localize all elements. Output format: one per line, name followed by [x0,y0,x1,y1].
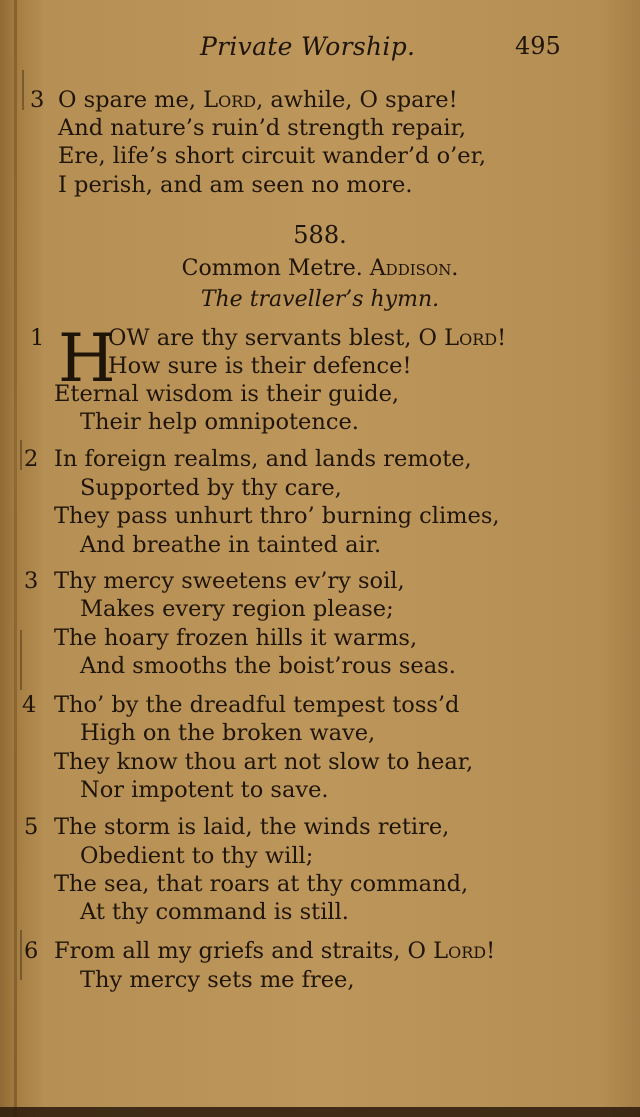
stanza-number: 3 [30,87,45,113]
gutter-mark [20,440,22,470]
drop-cap: H [58,320,116,397]
verse-line: Supported by thy care, [80,475,342,501]
hymn-number: 588. [293,221,347,249]
page-number: 495 [515,32,561,60]
stanza-number: 3 [24,568,39,594]
verse-line: And breathe in tainted air. [80,532,382,558]
verse-line: Nor impotent to save. [80,777,329,803]
running-header-title: Private Worship. [200,32,416,61]
stanza-number: 4 [22,692,37,718]
verse-line: At thy command is still. [80,899,349,925]
verse-line: OW are thy servants blest, O Lord! [108,325,507,351]
verse-line: Makes every region please; [80,596,394,622]
gutter-mark [20,630,22,690]
gutter-mark [22,70,24,110]
verse-line: Thy mercy sets me free, [80,967,355,993]
page-bottom-edge [0,1107,640,1117]
verse-line: And nature’s ruin’d strength repair, [58,115,467,141]
stanza-number: 6 [24,938,39,964]
verse-line: Tho’ by the dreadful tempest toss’d [54,692,460,718]
verse-line: High on the broken wave, [80,720,376,746]
stanza-number: 2 [24,446,39,472]
stanza-number: 5 [24,814,39,840]
verse-line: Eternal wisdom is their guide, [54,381,400,407]
verse-line: The storm is laid, the winds retire, [54,814,450,840]
hymn-meter-author: Common Metre. Addison. [181,256,459,281]
verse-line: How sure is their defence! [108,353,412,379]
verse-line: Thy mercy sweetens ev’ry soil, [54,568,405,594]
stanza-number: 1 [30,325,45,351]
hymn-subtitle: The traveller’s hymn. [200,287,440,312]
verse-line: In foreign realms, and lands remote, [54,446,472,472]
verse-line: Ere, life’s short circuit wander’d o’er, [58,143,487,169]
verse-line: O spare me, Lord, awhile, O spare! [58,87,458,113]
verse-line: The sea, that roars at thy command, [54,871,469,897]
verse-line: The hoary frozen hills it warms, [54,625,418,651]
verse-line: They pass unhurt thro’ burning climes, [54,503,500,529]
page-gutter-shadow [14,0,17,1117]
verse-line: I perish, and am seen no more. [58,172,413,198]
gutter-mark [20,930,22,980]
verse-line: Obedient to thy will; [80,843,314,869]
verse-line: From all my griefs and straits, O Lord! [54,938,496,964]
verse-line: And smooths the boist’rous seas. [80,653,456,679]
verse-line: Their help omnipotence. [80,409,359,435]
verse-line: They know thou art not slow to hear, [54,749,474,775]
